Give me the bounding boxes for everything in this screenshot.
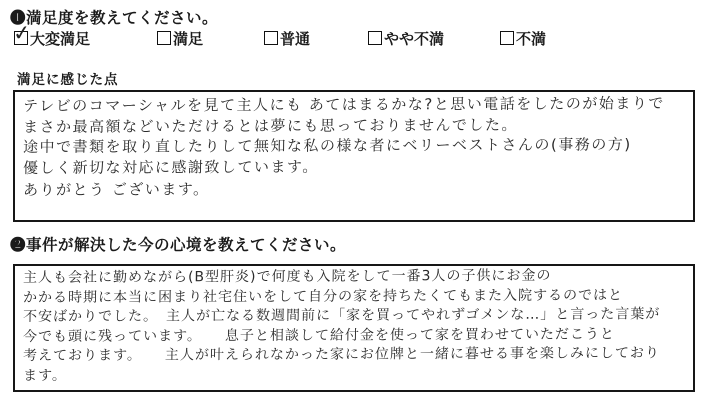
checkbox-fuman[interactable] [500, 31, 514, 45]
question2-title: ❷事件が解決した今の心境を教えてください。 [10, 237, 347, 254]
option-label: 満足 [173, 32, 204, 48]
satisfaction-options-row [0, 20, 712, 48]
handwritten-line: かかる時期に本当に困まり社宅住いをして自分の家を持ちたくてもまた入院するのではと [22, 286, 624, 306]
handwritten-line: 主人も会社に勤めながら(B型肝炎)で何度も入院をして一番3人の子供にお金の [22, 267, 552, 287]
handwritten-line: 今でも頭に残っています。 息子と相談して給付金を使って家を買わせていただこうと [22, 325, 615, 345]
handwritten-line: 途中で書類を取り直したりして無知な私の様な者にベリーベストさんの(事務の方) [22, 135, 632, 157]
feelings-answer-box [13, 264, 695, 392]
option-daihen-manzoku [11, 20, 91, 49]
satisfaction-box-label: 満足に感じた点 [17, 72, 119, 87]
handwritten-line: 不安ばかりでした。 主人が亡なる数週間前に「家を買ってやれずゴメンな…」と言った言葉が [22, 306, 661, 326]
handwritten-line: ありがとう ございます。 [22, 180, 210, 200]
option-label: やや不満 [384, 32, 445, 48]
handwritten-line: 優しく新切な対応に感謝致しています。 [22, 157, 319, 177]
option-fuman [500, 28, 546, 49]
checkbox-yaya-fuman[interactable] [368, 31, 382, 45]
option-label: 不満 [516, 32, 547, 48]
handwritten-line: まさか最高額などいただけるとは夢にも思っておりませんでした。 [22, 115, 519, 136]
check-icon: ✓ [11, 20, 32, 46]
option-label: 大変満足 [30, 32, 91, 48]
option-futsuu [264, 28, 310, 49]
satisfaction-answer-box [13, 90, 695, 222]
checkbox-daihen-manzoku[interactable] [11, 20, 32, 46]
option-yaya-fuman [368, 28, 444, 49]
checkbox-manzoku[interactable] [157, 31, 171, 45]
handwritten-line: ます。 [22, 367, 68, 384]
checkbox-futsuu[interactable] [264, 31, 278, 45]
option-manzoku [157, 28, 203, 49]
question1-title: ❶満足度を教えてください。 [10, 10, 219, 27]
handwritten-line: テレビのコマーシャルを見て主人にも あてはまるかな?と思い電話をしたのが始まりで [22, 94, 665, 116]
handwritten-line: 考えております。 主人が叶えられなかった家にお位牌と一緒に暮せる事を楽しみにしており [22, 345, 660, 365]
option-label: 普通 [280, 32, 311, 48]
